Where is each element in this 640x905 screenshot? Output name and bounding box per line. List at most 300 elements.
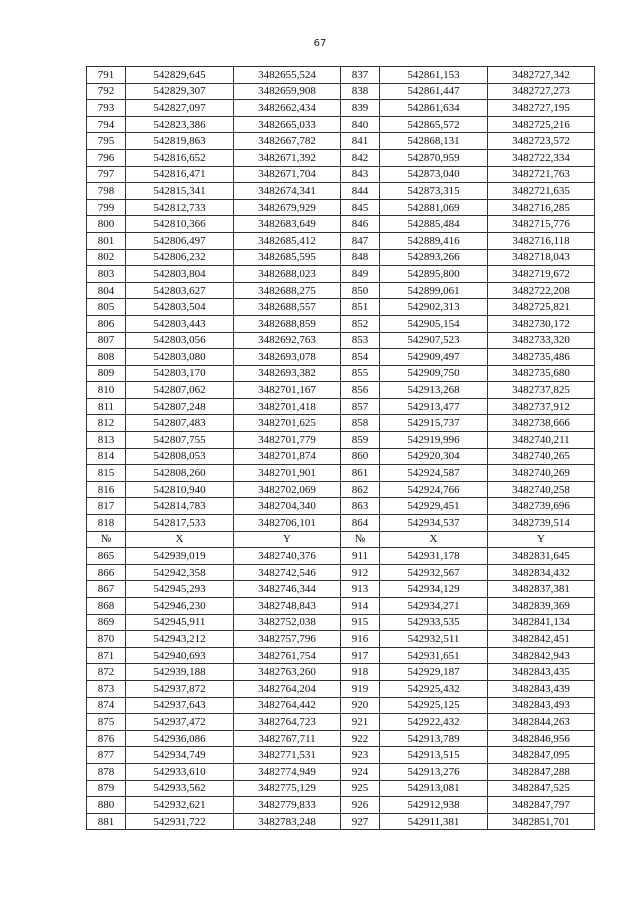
- x-coordinate-b-cell: 542932,567: [380, 564, 488, 581]
- y-coordinate-b-cell: 3482727,342: [488, 67, 595, 84]
- point-number-a-cell: 878: [87, 763, 126, 780]
- point-number-b-cell: 921: [341, 714, 380, 731]
- x-coordinate-a-cell: 542942,358: [126, 564, 234, 581]
- x-coordinate-b-cell: 542881,069: [380, 199, 488, 216]
- point-number-b-cell: 847: [341, 232, 380, 249]
- point-number-b-cell: 849: [341, 266, 380, 283]
- x-coordinate-a-cell: 542803,804: [126, 266, 234, 283]
- y-coordinate-b-cell: 3482722,334: [488, 149, 595, 166]
- x-coordinate-a-cell: 542936,086: [126, 730, 234, 747]
- point-number-a-cell: 811: [87, 398, 126, 415]
- x-coordinate-b-cell: 542912,938: [380, 797, 488, 814]
- point-number-b-cell: 853: [341, 332, 380, 349]
- y-coordinate-a-cell: 3482693,382: [234, 365, 341, 382]
- x-coordinate-a-cell: 542803,080: [126, 349, 234, 366]
- y-coordinate-a-cell: 3482667,782: [234, 133, 341, 150]
- x-coordinate-a-cell: 542803,443: [126, 315, 234, 332]
- point-number-a-cell: 807: [87, 332, 126, 349]
- x-coordinate-a-cell: 542816,652: [126, 149, 234, 166]
- y-coordinate-b-cell: 3482843,439: [488, 680, 595, 697]
- point-number-a-cell: 812: [87, 415, 126, 432]
- x-coordinate-a-cell: 542803,056: [126, 332, 234, 349]
- y-coordinate-b-cell: 3482737,912: [488, 398, 595, 415]
- x-coordinate-b-cell: 542933,535: [380, 614, 488, 631]
- table-row: [87, 465, 595, 482]
- point-number-b-cell: 862: [341, 481, 380, 498]
- point-number-a-cell: 873: [87, 680, 126, 697]
- point-number-b-cell: 856: [341, 382, 380, 399]
- y-coordinate-a-cell: 3482688,859: [234, 315, 341, 332]
- x-coordinate-a-cell: 542931,722: [126, 813, 234, 830]
- point-number-a-cell: 791: [87, 67, 126, 84]
- point-number-b-cell: 860: [341, 448, 380, 465]
- x-coordinate-b-cell: 542913,789: [380, 730, 488, 747]
- table-row: [87, 647, 595, 664]
- x-coordinate-b-cell: 542885,484: [380, 216, 488, 233]
- y-coordinate-a-cell: 3482764,204: [234, 680, 341, 697]
- table-row: [87, 664, 595, 681]
- y-coordinate-b-cell: 3482740,258: [488, 481, 595, 498]
- table-row: [87, 614, 595, 631]
- y-coordinate-a-cell: 3482779,833: [234, 797, 341, 814]
- table-row: [87, 216, 595, 233]
- x-coordinate-a-cell: 542946,230: [126, 598, 234, 615]
- table-row: [87, 498, 595, 515]
- y-coordinate-a-cell: 3482742,546: [234, 564, 341, 581]
- y-coordinate-b-cell: 3482733,320: [488, 332, 595, 349]
- y-coordinate-b-cell: 3482739,696: [488, 498, 595, 515]
- x-coordinate-a-cell: 542939,188: [126, 664, 234, 681]
- y-coordinate-b-cell: 3482846,956: [488, 730, 595, 747]
- table-row: [87, 747, 595, 764]
- point-number-a-cell: 879: [87, 780, 126, 797]
- x-coordinate-a-cell: 542829,307: [126, 83, 234, 100]
- table-row: [87, 581, 595, 598]
- y-coordinate-a-cell: 3482662,434: [234, 100, 341, 117]
- y-coordinate-b-cell: 3482847,525: [488, 780, 595, 797]
- y-coordinate-a-cell: 3482761,754: [234, 647, 341, 664]
- point-number-a-cell: 801: [87, 232, 126, 249]
- x-coordinate-a-cell: 542803,504: [126, 299, 234, 316]
- y-coordinate-a-cell: 3482665,033: [234, 116, 341, 133]
- y-coordinate-b-cell: 3482718,043: [488, 249, 595, 266]
- y-coordinate-a-cell: 3482702,069: [234, 481, 341, 498]
- table-row: [87, 332, 595, 349]
- point-number-b-cell: 922: [341, 730, 380, 747]
- table-row: [87, 797, 595, 814]
- y-coordinate-a-cell: 3482701,167: [234, 382, 341, 399]
- y-coordinate-b-cell: 3482844,263: [488, 714, 595, 731]
- column-header: X: [380, 531, 488, 548]
- x-coordinate-a-cell: 542806,497: [126, 232, 234, 249]
- table-row: [87, 564, 595, 581]
- x-coordinate-b-cell: 542913,268: [380, 382, 488, 399]
- point-number-a-cell: 792: [87, 83, 126, 100]
- x-coordinate-a-cell: 542814,783: [126, 498, 234, 515]
- x-coordinate-b-cell: 542861,153: [380, 67, 488, 84]
- point-number-a-cell: 813: [87, 432, 126, 449]
- point-number-a-cell: 814: [87, 448, 126, 465]
- x-coordinate-a-cell: 542940,693: [126, 647, 234, 664]
- y-coordinate-a-cell: 3482704,340: [234, 498, 341, 515]
- point-number-b-cell: 913: [341, 581, 380, 598]
- point-number-b-cell: 864: [341, 515, 380, 532]
- y-coordinate-a-cell: 3482746,344: [234, 581, 341, 598]
- point-number-b-cell: 916: [341, 631, 380, 648]
- y-coordinate-b-cell: 3482842,451: [488, 631, 595, 648]
- point-number-a-cell: 880: [87, 797, 126, 814]
- x-coordinate-a-cell: 542934,749: [126, 747, 234, 764]
- table-row: [87, 631, 595, 648]
- coordinates-table: [86, 66, 595, 830]
- point-number-b-cell: 926: [341, 797, 380, 814]
- point-number-a-cell: 794: [87, 116, 126, 133]
- y-coordinate-b-cell: 3482725,821: [488, 299, 595, 316]
- point-number-b-cell: 857: [341, 398, 380, 415]
- x-coordinate-a-cell: 542807,755: [126, 432, 234, 449]
- x-coordinate-b-cell: 542909,497: [380, 349, 488, 366]
- y-coordinate-a-cell: 3482685,595: [234, 249, 341, 266]
- table-row: [87, 149, 595, 166]
- point-number-b-cell: 861: [341, 465, 380, 482]
- point-number-b-cell: 838: [341, 83, 380, 100]
- page-number: 67: [313, 38, 327, 49]
- y-coordinate-b-cell: 3482839,369: [488, 598, 595, 615]
- y-coordinate-b-cell: 3482739,514: [488, 515, 595, 532]
- x-coordinate-a-cell: 542823,386: [126, 116, 234, 133]
- y-coordinate-b-cell: 3482843,435: [488, 664, 595, 681]
- column-header: X: [126, 531, 234, 548]
- point-number-b-cell: 924: [341, 763, 380, 780]
- point-number-b-cell: 852: [341, 315, 380, 332]
- point-number-a-cell: 795: [87, 133, 126, 150]
- x-coordinate-a-cell: 542816,471: [126, 166, 234, 183]
- point-number-b-cell: 845: [341, 199, 380, 216]
- y-coordinate-b-cell: 3482716,285: [488, 199, 595, 216]
- y-coordinate-b-cell: 3482727,273: [488, 83, 595, 100]
- point-number-b-cell: 854: [341, 349, 380, 366]
- y-coordinate-b-cell: 3482831,645: [488, 548, 595, 565]
- x-coordinate-b-cell: 542915,737: [380, 415, 488, 432]
- y-coordinate-a-cell: 3482763,260: [234, 664, 341, 681]
- y-coordinate-b-cell: 3482837,381: [488, 581, 595, 598]
- x-coordinate-b-cell: 542895,800: [380, 266, 488, 283]
- y-coordinate-a-cell: 3482685,412: [234, 232, 341, 249]
- table-row: [87, 697, 595, 714]
- table-row: [87, 382, 595, 399]
- table-row: [87, 763, 595, 780]
- x-coordinate-a-cell: 542827,097: [126, 100, 234, 117]
- y-coordinate-b-cell: 3482847,797: [488, 797, 595, 814]
- point-number-a-cell: 871: [87, 647, 126, 664]
- x-coordinate-a-cell: 542932,621: [126, 797, 234, 814]
- point-number-a-cell: 800: [87, 216, 126, 233]
- x-coordinate-b-cell: 542873,040: [380, 166, 488, 183]
- table-row: [87, 349, 595, 366]
- y-coordinate-b-cell: 3482740,211: [488, 432, 595, 449]
- x-coordinate-b-cell: 542865,572: [380, 116, 488, 133]
- point-number-b-cell: 912: [341, 564, 380, 581]
- y-coordinate-a-cell: 3482688,275: [234, 282, 341, 299]
- y-coordinate-a-cell: 3482757,796: [234, 631, 341, 648]
- x-coordinate-b-cell: 542873,315: [380, 183, 488, 200]
- y-coordinate-a-cell: 3482701,418: [234, 398, 341, 415]
- y-coordinate-b-cell: 3482715,776: [488, 216, 595, 233]
- y-coordinate-b-cell: 3482716,118: [488, 232, 595, 249]
- y-coordinate-a-cell: 3482706,101: [234, 515, 341, 532]
- x-coordinate-b-cell: 542913,515: [380, 747, 488, 764]
- point-number-a-cell: 806: [87, 315, 126, 332]
- x-coordinate-a-cell: 542943,212: [126, 631, 234, 648]
- y-coordinate-b-cell: 3482841,134: [488, 614, 595, 631]
- x-coordinate-a-cell: 542806,232: [126, 249, 234, 266]
- point-number-a-cell: 818: [87, 515, 126, 532]
- x-coordinate-b-cell: 542924,766: [380, 481, 488, 498]
- y-coordinate-b-cell: 3482847,095: [488, 747, 595, 764]
- point-number-b-cell: 840: [341, 116, 380, 133]
- column-header: №: [87, 531, 126, 548]
- y-coordinate-a-cell: 3482767,711: [234, 730, 341, 747]
- y-coordinate-a-cell: 3482701,625: [234, 415, 341, 432]
- point-number-a-cell: 867: [87, 581, 126, 598]
- point-number-b-cell: 839: [341, 100, 380, 117]
- point-number-a-cell: 870: [87, 631, 126, 648]
- y-coordinate-a-cell: 3482774,949: [234, 763, 341, 780]
- y-coordinate-b-cell: 3482727,195: [488, 100, 595, 117]
- point-number-b-cell: 844: [341, 183, 380, 200]
- table-row: [87, 515, 595, 532]
- x-coordinate-b-cell: 542861,447: [380, 83, 488, 100]
- x-coordinate-a-cell: 542810,940: [126, 481, 234, 498]
- x-coordinate-a-cell: 542812,733: [126, 199, 234, 216]
- point-number-b-cell: 925: [341, 780, 380, 797]
- y-coordinate-b-cell: 3482722,208: [488, 282, 595, 299]
- table-row: [87, 680, 595, 697]
- x-coordinate-a-cell: 542937,872: [126, 680, 234, 697]
- point-number-b-cell: 851: [341, 299, 380, 316]
- y-coordinate-b-cell: 3482738,666: [488, 415, 595, 432]
- point-number-b-cell: 919: [341, 680, 380, 697]
- x-coordinate-b-cell: 542934,129: [380, 581, 488, 598]
- point-number-b-cell: 855: [341, 365, 380, 382]
- y-coordinate-a-cell: 3482764,442: [234, 697, 341, 714]
- table-row: [87, 282, 595, 299]
- table-row: [87, 714, 595, 731]
- y-coordinate-a-cell: 3482764,723: [234, 714, 341, 731]
- point-number-a-cell: 816: [87, 481, 126, 498]
- point-number-b-cell: 923: [341, 747, 380, 764]
- point-number-b-cell: 863: [341, 498, 380, 515]
- y-coordinate-b-cell: 3482834,432: [488, 564, 595, 581]
- x-coordinate-a-cell: 542808,053: [126, 448, 234, 465]
- table-row: [87, 365, 595, 382]
- table-row: [87, 232, 595, 249]
- point-number-a-cell: 810: [87, 382, 126, 399]
- point-number-a-cell: 797: [87, 166, 126, 183]
- column-header: Y: [234, 531, 341, 548]
- x-coordinate-a-cell: 542945,911: [126, 614, 234, 631]
- point-number-a-cell: 799: [87, 199, 126, 216]
- y-coordinate-a-cell: 3482693,078: [234, 349, 341, 366]
- point-number-b-cell: 850: [341, 282, 380, 299]
- x-coordinate-a-cell: 542937,472: [126, 714, 234, 731]
- point-number-b-cell: 918: [341, 664, 380, 681]
- point-number-a-cell: 802: [87, 249, 126, 266]
- point-number-a-cell: 796: [87, 149, 126, 166]
- y-coordinate-a-cell: 3482671,392: [234, 149, 341, 166]
- y-coordinate-a-cell: 3482674,341: [234, 183, 341, 200]
- x-coordinate-a-cell: 542817,533: [126, 515, 234, 532]
- x-coordinate-a-cell: 542815,341: [126, 183, 234, 200]
- point-number-a-cell: 875: [87, 714, 126, 731]
- point-number-b-cell: 848: [341, 249, 380, 266]
- table-row: [87, 432, 595, 449]
- table-row: [87, 315, 595, 332]
- x-coordinate-a-cell: 542819,863: [126, 133, 234, 150]
- x-coordinate-b-cell: 542905,154: [380, 315, 488, 332]
- point-number-b-cell: 915: [341, 614, 380, 631]
- table-row: [87, 249, 595, 266]
- y-coordinate-a-cell: 3482688,557: [234, 299, 341, 316]
- y-coordinate-a-cell: 3482748,843: [234, 598, 341, 615]
- point-number-a-cell: 876: [87, 730, 126, 747]
- table-row: [87, 133, 595, 150]
- point-number-a-cell: 865: [87, 548, 126, 565]
- table-row: [87, 299, 595, 316]
- x-coordinate-b-cell: 542868,131: [380, 133, 488, 150]
- point-number-a-cell: 881: [87, 813, 126, 830]
- point-number-b-cell: 859: [341, 432, 380, 449]
- x-coordinate-a-cell: 542810,366: [126, 216, 234, 233]
- point-number-a-cell: 866: [87, 564, 126, 581]
- x-coordinate-a-cell: 542807,483: [126, 415, 234, 432]
- x-coordinate-a-cell: 542937,643: [126, 697, 234, 714]
- y-coordinate-b-cell: 3482719,672: [488, 266, 595, 283]
- x-coordinate-b-cell: 542913,081: [380, 780, 488, 797]
- table-row: [87, 183, 595, 200]
- y-coordinate-a-cell: 3482771,531: [234, 747, 341, 764]
- point-number-a-cell: 815: [87, 465, 126, 482]
- y-coordinate-b-cell: 3482740,269: [488, 465, 595, 482]
- point-number-a-cell: 808: [87, 349, 126, 366]
- table-row: [87, 813, 595, 830]
- y-coordinate-b-cell: 3482735,486: [488, 349, 595, 366]
- y-coordinate-b-cell: 3482723,572: [488, 133, 595, 150]
- x-coordinate-b-cell: 542919,996: [380, 432, 488, 449]
- point-number-a-cell: 817: [87, 498, 126, 515]
- x-coordinate-b-cell: 542922,432: [380, 714, 488, 731]
- y-coordinate-b-cell: 3482843,493: [488, 697, 595, 714]
- table-row: [87, 266, 595, 283]
- column-header: №: [341, 531, 380, 548]
- y-coordinate-b-cell: 3482851,701: [488, 813, 595, 830]
- x-coordinate-b-cell: 542931,178: [380, 548, 488, 565]
- y-coordinate-b-cell: 3482847,288: [488, 763, 595, 780]
- y-coordinate-b-cell: 3482721,635: [488, 183, 595, 200]
- point-number-a-cell: 809: [87, 365, 126, 382]
- x-coordinate-b-cell: 542909,750: [380, 365, 488, 382]
- x-coordinate-a-cell: 542807,248: [126, 398, 234, 415]
- x-coordinate-b-cell: 542913,477: [380, 398, 488, 415]
- y-coordinate-a-cell: 3482783,248: [234, 813, 341, 830]
- x-coordinate-b-cell: 542929,451: [380, 498, 488, 515]
- x-coordinate-a-cell: 542939,019: [126, 548, 234, 565]
- y-coordinate-a-cell: 3482701,779: [234, 432, 341, 449]
- y-coordinate-a-cell: 3482701,874: [234, 448, 341, 465]
- table-row: [87, 83, 595, 100]
- table-row: [87, 598, 595, 615]
- y-coordinate-b-cell: 3482735,680: [488, 365, 595, 382]
- point-number-b-cell: 917: [341, 647, 380, 664]
- point-number-a-cell: 868: [87, 598, 126, 615]
- x-coordinate-b-cell: 542924,587: [380, 465, 488, 482]
- x-coordinate-b-cell: 542925,432: [380, 680, 488, 697]
- point-number-a-cell: 805: [87, 299, 126, 316]
- point-number-a-cell: 798: [87, 183, 126, 200]
- y-coordinate-b-cell: 3482737,825: [488, 382, 595, 399]
- point-number-b-cell: 841: [341, 133, 380, 150]
- point-number-a-cell: 872: [87, 664, 126, 681]
- x-coordinate-b-cell: 542907,523: [380, 332, 488, 349]
- point-number-b-cell: 842: [341, 149, 380, 166]
- point-number-b-cell: 837: [341, 67, 380, 84]
- point-number-a-cell: 874: [87, 697, 126, 714]
- x-coordinate-a-cell: 542807,062: [126, 382, 234, 399]
- x-coordinate-a-cell: 542933,610: [126, 763, 234, 780]
- table-row: [87, 398, 595, 415]
- y-coordinate-a-cell: 3482701,901: [234, 465, 341, 482]
- x-coordinate-b-cell: 542911,381: [380, 813, 488, 830]
- table-row: [87, 730, 595, 747]
- table-row: [87, 448, 595, 465]
- x-coordinate-a-cell: 542933,562: [126, 780, 234, 797]
- header-row: [87, 531, 595, 548]
- x-coordinate-b-cell: 542902,313: [380, 299, 488, 316]
- point-number-b-cell: 858: [341, 415, 380, 432]
- y-coordinate-a-cell: 3482671,704: [234, 166, 341, 183]
- x-coordinate-b-cell: 542925,125: [380, 697, 488, 714]
- y-coordinate-b-cell: 3482730,172: [488, 315, 595, 332]
- point-number-b-cell: 843: [341, 166, 380, 183]
- table-row: [87, 415, 595, 432]
- point-number-b-cell: 914: [341, 598, 380, 615]
- x-coordinate-b-cell: 542913,276: [380, 763, 488, 780]
- x-coordinate-b-cell: 542931,651: [380, 647, 488, 664]
- point-number-a-cell: 877: [87, 747, 126, 764]
- y-coordinate-a-cell: 3482752,038: [234, 614, 341, 631]
- point-number-b-cell: 846: [341, 216, 380, 233]
- y-coordinate-b-cell: 3482721,763: [488, 166, 595, 183]
- point-number-a-cell: 803: [87, 266, 126, 283]
- x-coordinate-b-cell: 542870,959: [380, 149, 488, 166]
- x-coordinate-b-cell: 542893,266: [380, 249, 488, 266]
- x-coordinate-b-cell: 542929,187: [380, 664, 488, 681]
- y-coordinate-b-cell: 3482725,216: [488, 116, 595, 133]
- table-row: [87, 481, 595, 498]
- x-coordinate-a-cell: 542808,260: [126, 465, 234, 482]
- x-coordinate-a-cell: 542829,645: [126, 67, 234, 84]
- x-coordinate-b-cell: 542889,416: [380, 232, 488, 249]
- table-row: [87, 199, 595, 216]
- y-coordinate-a-cell: 3482683,649: [234, 216, 341, 233]
- point-number-b-cell: 920: [341, 697, 380, 714]
- y-coordinate-a-cell: 3482655,524: [234, 67, 341, 84]
- y-coordinate-a-cell: 3482692,763: [234, 332, 341, 349]
- y-coordinate-b-cell: 3482740,265: [488, 448, 595, 465]
- column-header: Y: [488, 531, 595, 548]
- x-coordinate-b-cell: 542920,304: [380, 448, 488, 465]
- x-coordinate-b-cell: 542932,511: [380, 631, 488, 648]
